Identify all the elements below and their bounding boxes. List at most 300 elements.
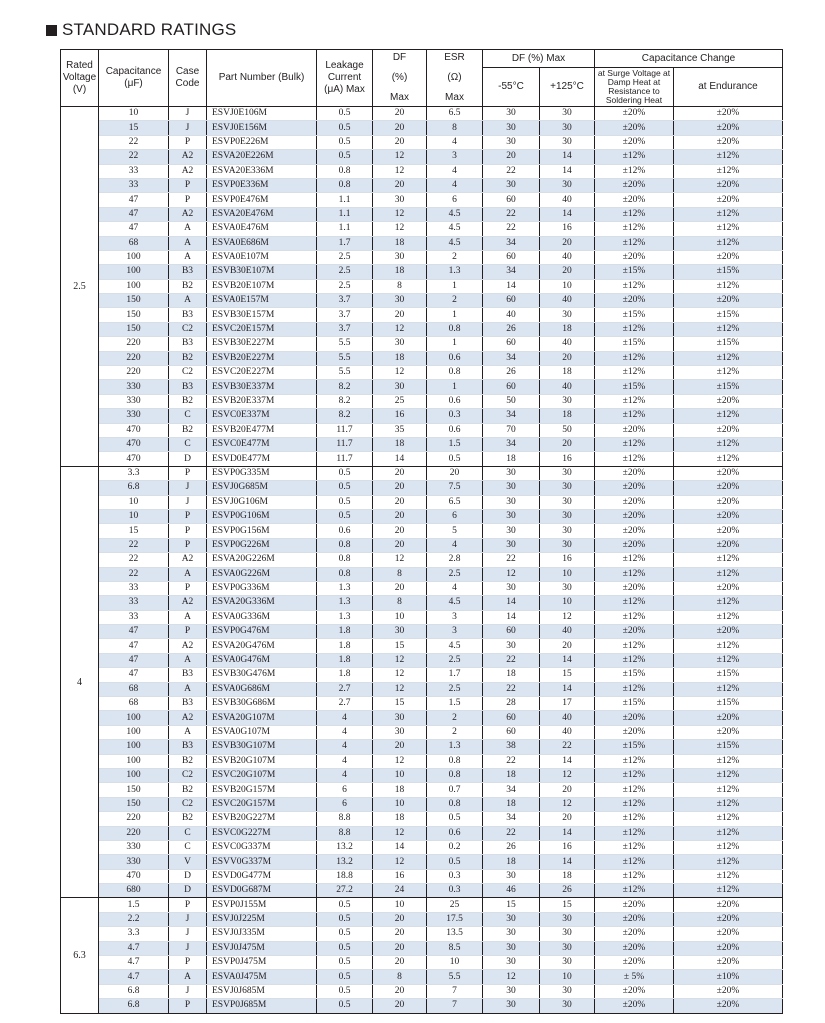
esr-max-cell: 6.5 [427,107,483,121]
cap-change-endurance-cell: ±20% [674,625,783,639]
ratings-body [61,107,783,1014]
cap-change-endurance-cell: ±12% [674,222,783,236]
case-code-cell: A [169,610,207,624]
cap-change-surge-cell: ±12% [595,394,674,408]
part-number-cell: ESVV0G337M [207,855,317,869]
part-number-cell: ESVA0G336M [207,610,317,624]
capacitance-cell: 3.3 [99,927,169,941]
header-case-code: Case Code [169,50,207,107]
cap-change-surge-cell: ±20% [595,178,674,192]
df-plus125-cell: 18 [540,409,595,423]
case-code-cell: D [169,452,207,466]
cap-change-endurance-cell: ±20% [674,423,783,437]
case-code-cell: A [169,653,207,667]
cap-change-surge-cell: ±12% [595,754,674,768]
df-minus55-cell: 22 [483,164,540,178]
df-plus125-cell: 18 [540,869,595,883]
df-minus55-cell: 18 [483,668,540,682]
df-minus55-cell: 30 [483,509,540,523]
table-row [61,351,783,365]
cap-change-endurance-cell: ±20% [674,193,783,207]
leakage-current-cell: 6 [317,783,373,797]
cap-change-endurance-cell: ±12% [674,884,783,898]
table-row [61,466,783,480]
df-plus125-cell: 12 [540,610,595,624]
esr-max-cell: 4 [427,178,483,192]
leakage-current-cell: 0.5 [317,898,373,912]
cap-change-surge-cell: ±15% [595,668,674,682]
table-row [61,639,783,653]
cap-change-surge-cell: ±20% [595,121,674,135]
capacitance-cell: 6.8 [99,984,169,998]
esr-max-cell: 0.6 [427,394,483,408]
header-part-number: Part Number (Bulk) [207,50,317,107]
cap-change-surge-cell: ±12% [595,366,674,380]
df-minus55-cell: 18 [483,768,540,782]
leakage-current-cell: 8.2 [317,409,373,423]
case-code-cell: B2 [169,423,207,437]
df-minus55-cell: 26 [483,322,540,336]
table-row [61,697,783,711]
leakage-current-cell: 11.7 [317,452,373,466]
part-number-cell: ESVJ0J475M [207,941,317,955]
leakage-current-cell: 2.7 [317,682,373,696]
case-code-cell: B2 [169,783,207,797]
df-max-cell: 15 [373,697,427,711]
cap-change-surge-cell: ±20% [595,423,674,437]
leakage-current-cell: 0.8 [317,538,373,552]
case-code-cell: P [169,509,207,523]
cap-change-surge-cell: ±20% [595,912,674,926]
df-plus125-cell: 14 [540,826,595,840]
df-minus55-cell: 15 [483,898,540,912]
cap-change-endurance-cell: ±12% [674,322,783,336]
table-row [61,193,783,207]
case-code-cell: A2 [169,553,207,567]
df-plus125-cell: 30 [540,178,595,192]
part-number-cell: ESVJ0E156M [207,121,317,135]
table-row [61,869,783,883]
case-code-cell: B3 [169,380,207,394]
df-plus125-cell: 10 [540,970,595,984]
capacitance-cell: 220 [99,351,169,365]
df-max-cell: 10 [373,610,427,624]
header-df-minus55: -55°C [483,68,540,107]
capacitance-cell: 68 [99,682,169,696]
table-row [61,682,783,696]
part-number-cell: ESVB30G686M [207,697,317,711]
leakage-current-cell: 0.5 [317,150,373,164]
case-code-cell: J [169,107,207,121]
df-minus55-cell: 38 [483,740,540,754]
part-number-cell: ESVJ0J685M [207,984,317,998]
header-esr-unit: (Ω) [447,72,462,83]
part-number-cell: ESVP0J475M [207,956,317,970]
capacitance-cell: 10 [99,495,169,509]
cap-change-endurance-cell: ±20% [674,250,783,264]
table-row [61,437,783,451]
table-row [61,581,783,595]
df-max-cell: 16 [373,409,427,423]
cap-change-surge-cell: ±12% [595,351,674,365]
leakage-current-cell: 0.5 [317,941,373,955]
df-max-cell: 20 [373,581,427,595]
cap-change-surge-cell: ±20% [595,956,674,970]
cap-change-surge-cell: ±12% [595,553,674,567]
df-minus55-cell: 22 [483,826,540,840]
part-number-cell: ESVD0E477M [207,452,317,466]
cap-change-endurance-cell: ±20% [674,394,783,408]
df-max-cell: 25 [373,394,427,408]
esr-max-cell: 8.5 [427,941,483,955]
cap-change-surge-cell: ±12% [595,322,674,336]
capacitance-cell: 22 [99,150,169,164]
cap-change-endurance-cell: ±20% [674,984,783,998]
cap-change-surge-cell: ±20% [595,898,674,912]
esr-max-cell: 2.5 [427,567,483,581]
part-number-cell: ESVA0G107M [207,725,317,739]
df-max-cell: 20 [373,984,427,998]
df-minus55-cell: 34 [483,265,540,279]
df-plus125-cell: 40 [540,250,595,264]
esr-max-cell: 2.5 [427,682,483,696]
case-code-cell: B3 [169,308,207,322]
df-plus125-cell: 30 [540,308,595,322]
df-minus55-cell: 12 [483,567,540,581]
capacitance-cell: 6.8 [99,999,169,1013]
esr-max-cell: 3 [427,610,483,624]
df-plus125-cell: 30 [540,941,595,955]
leakage-current-cell: 0.5 [317,481,373,495]
header-esr-label: ESR [444,52,465,63]
df-minus55-cell: 30 [483,481,540,495]
df-max-cell: 30 [373,380,427,394]
case-code-cell: P [169,581,207,595]
table-row [61,279,783,293]
df-max-cell: 10 [373,768,427,782]
capacitance-cell: 68 [99,236,169,250]
df-plus125-cell: 14 [540,164,595,178]
df-minus55-cell: 14 [483,610,540,624]
leakage-current-cell: 0.5 [317,121,373,135]
df-minus55-cell: 14 [483,279,540,293]
esr-max-cell: 0.5 [427,855,483,869]
df-plus125-cell: 30 [540,524,595,538]
case-code-cell: B3 [169,697,207,711]
leakage-current-cell: 0.5 [317,956,373,970]
df-minus55-cell: 20 [483,150,540,164]
part-number-cell: ESVC20E227M [207,366,317,380]
rated-voltage-cell: 4 [61,466,99,898]
cap-change-surge-cell: ±12% [595,840,674,854]
cap-change-surge-cell: ±20% [595,538,674,552]
df-max-cell: 14 [373,452,427,466]
leakage-current-cell: 4 [317,768,373,782]
part-number-cell: ESVA0G226M [207,567,317,581]
capacitance-cell: 33 [99,164,169,178]
table-row [61,308,783,322]
case-code-cell: J [169,121,207,135]
df-plus125-cell: 40 [540,337,595,351]
case-code-cell: A [169,222,207,236]
header-esr-max: Max [445,92,464,103]
df-max-cell: 12 [373,322,427,336]
esr-max-cell: 1.3 [427,265,483,279]
part-number-cell: ESVP0J685M [207,999,317,1013]
part-number-cell: ESVD0G477M [207,869,317,883]
table-row [61,509,783,523]
capacitance-cell: 150 [99,294,169,308]
cap-change-endurance-cell: ±12% [674,366,783,380]
cap-change-endurance-cell: ±12% [674,812,783,826]
cap-change-surge-cell: ±12% [595,869,674,883]
part-number-cell: ESVA0E107M [207,250,317,264]
part-number-cell: ESVJ0G685M [207,481,317,495]
capacitance-cell: 47 [99,207,169,221]
df-plus125-cell: 16 [540,452,595,466]
capacitance-cell: 15 [99,524,169,538]
table-row [61,725,783,739]
df-plus125-cell: 20 [540,351,595,365]
capacitance-cell: 100 [99,711,169,725]
cap-change-surge-cell: ±20% [595,725,674,739]
df-plus125-cell: 40 [540,625,595,639]
df-minus55-cell: 12 [483,970,540,984]
esr-max-cell: 0.6 [427,423,483,437]
case-code-cell: P [169,466,207,480]
case-code-cell: A2 [169,639,207,653]
cap-change-endurance-cell: ±12% [674,553,783,567]
leakage-current-cell: 18.8 [317,869,373,883]
table-row [61,107,783,121]
df-max-cell: 18 [373,265,427,279]
cap-change-endurance-cell: ±15% [674,697,783,711]
header-capacitance-change: Capacitance Change [595,50,783,68]
capacitance-cell: 33 [99,581,169,595]
esr-max-cell: 25 [427,898,483,912]
part-number-cell: ESVP0E476M [207,193,317,207]
cap-change-endurance-cell: ±12% [674,164,783,178]
df-plus125-cell: 30 [540,999,595,1013]
table-row [61,740,783,754]
cap-change-surge-cell: ±15% [595,697,674,711]
esr-max-cell: 2.8 [427,553,483,567]
table-row [61,207,783,221]
cap-change-endurance-cell: ±20% [674,999,783,1013]
capacitance-cell: 4.7 [99,941,169,955]
page-title: STANDARD RATINGS [62,20,237,39]
df-minus55-cell: 30 [483,999,540,1013]
esr-max-cell: 0.6 [427,351,483,365]
df-minus55-cell: 30 [483,121,540,135]
df-plus125-cell: 20 [540,639,595,653]
part-number-cell: ESVP0G335M [207,466,317,480]
esr-max-cell: 0.8 [427,754,483,768]
df-minus55-cell: 18 [483,452,540,466]
cap-change-endurance-cell: ±15% [674,380,783,394]
esr-max-cell: 3 [427,625,483,639]
cap-change-endurance-cell: ±12% [674,840,783,854]
df-max-cell: 30 [373,250,427,264]
df-max-cell: 20 [373,481,427,495]
part-number-cell: ESVP0G106M [207,509,317,523]
df-plus125-cell: 30 [540,581,595,595]
df-minus55-cell: 60 [483,380,540,394]
cap-change-endurance-cell: ±20% [674,912,783,926]
df-max-cell: 12 [373,207,427,221]
leakage-current-cell: 1.1 [317,193,373,207]
table-row [61,265,783,279]
esr-max-cell: 0.8 [427,768,483,782]
df-max-cell: 30 [373,711,427,725]
df-max-cell: 30 [373,294,427,308]
capacitance-cell: 47 [99,668,169,682]
case-code-cell: A2 [169,711,207,725]
capacitance-cell: 150 [99,783,169,797]
part-number-cell: ESVP0G336M [207,581,317,595]
part-number-cell: ESVP0E336M [207,178,317,192]
case-code-cell: A2 [169,207,207,221]
cap-change-endurance-cell: ±12% [674,207,783,221]
df-minus55-cell: 70 [483,423,540,437]
df-max-cell: 16 [373,869,427,883]
df-max-cell: 30 [373,193,427,207]
header-df-group: DF (%) Max [483,50,595,68]
square-bullet-icon [46,25,57,36]
cap-change-surge-cell: ±12% [595,150,674,164]
cap-change-surge-cell: ±12% [595,409,674,423]
leakage-current-cell: 0.8 [317,178,373,192]
esr-max-cell: 1 [427,279,483,293]
table-row [61,840,783,854]
rated-voltage-cell: 2.5 [61,107,99,467]
df-max-cell: 20 [373,466,427,480]
part-number-cell: ESVP0G476M [207,625,317,639]
cap-change-endurance-cell: ±20% [674,178,783,192]
cap-change-endurance-cell: ±20% [674,927,783,941]
df-plus125-cell: 12 [540,768,595,782]
df-max-cell: 15 [373,639,427,653]
df-max-cell: 14 [373,840,427,854]
table-row [61,567,783,581]
part-number-cell: ESVP0G156M [207,524,317,538]
cap-change-endurance-cell: ±20% [674,956,783,970]
df-max-cell: 12 [373,222,427,236]
cap-change-endurance-cell: ±12% [674,279,783,293]
leakage-current-cell: 0.5 [317,466,373,480]
leakage-current-cell: 1.3 [317,596,373,610]
cap-change-surge-cell: ±12% [595,768,674,782]
leakage-current-cell: 4 [317,754,373,768]
df-minus55-cell: 30 [483,524,540,538]
df-minus55-cell: 46 [483,884,540,898]
df-plus125-cell: 20 [540,236,595,250]
esr-max-cell: 0.3 [427,869,483,883]
esr-max-cell: 2 [427,725,483,739]
esr-max-cell: 2 [427,294,483,308]
header-surge-voltage: at Surge Voltage at Damp Heat at Resistance to Soldering Heat [595,68,674,107]
capacitance-cell: 1.5 [99,898,169,912]
df-minus55-cell: 40 [483,308,540,322]
esr-max-cell: 4 [427,164,483,178]
cap-change-endurance-cell: ±15% [674,308,783,322]
cap-change-surge-cell: ±20% [595,941,674,955]
esr-max-cell: 4 [427,581,483,595]
df-max-cell: 12 [373,150,427,164]
leakage-current-cell: 8.2 [317,394,373,408]
capacitance-cell: 470 [99,869,169,883]
esr-max-cell: 0.5 [427,452,483,466]
leakage-current-cell: 0.5 [317,927,373,941]
part-number-cell: ESVC0E337M [207,409,317,423]
cap-change-endurance-cell: ±20% [674,725,783,739]
table-row [61,524,783,538]
case-code-cell: P [169,625,207,639]
df-minus55-cell: 60 [483,711,540,725]
esr-max-cell: 0.8 [427,797,483,811]
leakage-current-cell: 4 [317,740,373,754]
part-number-cell: ESVB30E107M [207,265,317,279]
cap-change-surge-cell: ±12% [595,653,674,667]
cap-change-endurance-cell: ±12% [674,437,783,451]
capacitance-cell: 4.7 [99,956,169,970]
df-max-cell: 12 [373,668,427,682]
capacitance-cell: 2.2 [99,912,169,926]
df-minus55-cell: 30 [483,941,540,955]
table-row [61,380,783,394]
part-number-cell: ESVA20G476M [207,639,317,653]
capacitance-cell: 680 [99,884,169,898]
df-max-cell: 12 [373,826,427,840]
case-code-cell: J [169,984,207,998]
cap-change-endurance-cell: ±12% [674,639,783,653]
table-row [61,768,783,782]
df-minus55-cell: 30 [483,869,540,883]
df-plus125-cell: 17 [540,697,595,711]
df-max-cell: 12 [373,682,427,696]
df-plus125-cell: 30 [540,927,595,941]
df-minus55-cell: 30 [483,538,540,552]
df-max-cell: 10 [373,898,427,912]
capacitance-cell: 470 [99,452,169,466]
cap-change-surge-cell: ±15% [595,337,674,351]
df-max-cell: 20 [373,941,427,955]
df-minus55-cell: 34 [483,783,540,797]
case-code-cell: C [169,840,207,854]
table-row [61,222,783,236]
esr-max-cell: 0.6 [427,826,483,840]
leakage-current-cell: 1.8 [317,639,373,653]
cap-change-endurance-cell: ±12% [674,754,783,768]
cap-change-endurance-cell: ±15% [674,740,783,754]
case-code-cell: A [169,236,207,250]
capacitance-cell: 22 [99,538,169,552]
cap-change-surge-cell: ±12% [595,207,674,221]
df-max-cell: 30 [373,337,427,351]
capacitance-cell: 470 [99,437,169,451]
part-number-cell: ESVC0G337M [207,840,317,854]
esr-max-cell: 0.7 [427,783,483,797]
cap-change-endurance-cell: ±12% [674,855,783,869]
capacitance-cell: 22 [99,567,169,581]
capacitance-cell: 33 [99,610,169,624]
df-plus125-cell: 40 [540,294,595,308]
leakage-current-cell: 13.2 [317,855,373,869]
cap-change-surge-cell: ±20% [595,625,674,639]
part-number-cell: ESVC0E477M [207,437,317,451]
df-plus125-cell: 30 [540,956,595,970]
cap-change-endurance-cell: ±12% [674,150,783,164]
